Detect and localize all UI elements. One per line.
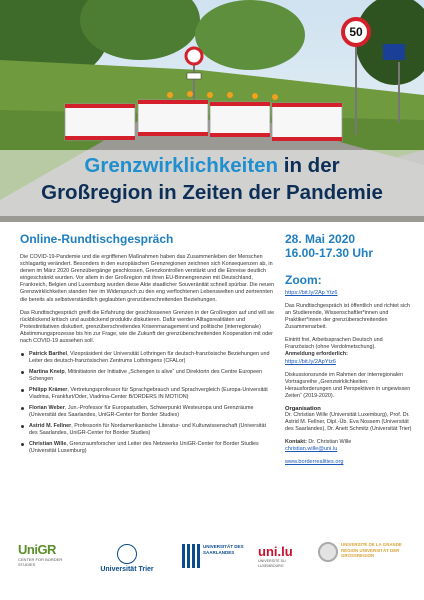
trier-seal-icon: [117, 544, 137, 564]
audience-text: Das Rundtischgespräch ist öffentlich und richtet sich an Studierende, Wissenschaftler*innen und Praktiker*innen der grenzüberschreitenden Zusammenarbeit.: [285, 303, 410, 330]
unigr-logo: [18, 542, 72, 567]
speaker-desc: , Vertretungsprofessor für Sprachgebrauch und Sprachvergleich (Europa-Universität Viadrina, Frankfurt/Oder, Viadrina-Center B/ORDERS IN MOTION): [29, 387, 268, 401]
organisation-label: Organisation: [285, 406, 321, 412]
speaker-name: Martina Kneip: [29, 369, 65, 376]
contact-line: [285, 439, 413, 446]
contact-email-link[interactable]: christian.wille@uni.lu: [285, 446, 338, 452]
grande-region-logo: [318, 542, 410, 562]
title-line2: Großregion in Zeiten der Pandemie: [41, 181, 383, 204]
grande-region-circle-icon: [318, 542, 338, 562]
partner-logos: [0, 534, 424, 600]
zoom-link[interactable]: https://bit.ly/2Ap Ytz6: [285, 290, 338, 296]
trier-logo: [92, 544, 162, 573]
speaker-item: [20, 423, 275, 437]
saar-name: UNIVERSITÄT DES SAARLANDES: [203, 544, 244, 555]
entry-info: Eintritt frei, Arbeitssprachen Deutsch und Französisch (ohne Verdolmetschung).: [285, 337, 383, 350]
registration-label: Anmeldung erforderlich:: [285, 351, 348, 357]
event-subtitle: Online-Rundtischgespräch: [20, 232, 174, 246]
unigr-sub: CENTER FOR BORDER STUDIES: [18, 557, 63, 567]
zoom-label: Zoom:: [285, 273, 322, 287]
discussion-paragraph: Das Rundtischgespräch greift die Erfahrung der geschlossenen Grenzen in der Großregion auf und will sie rückblickend kritisch und ausblickend produktiv diskutieren. Dafür werden Alltagsrealitäten und Protestinitiativen diskutiert, grenzüberschreitendes Krisenmanagement und politische (interregionale) Abstimmungsprozesse bis hin zur Frage, wie die Zukunft der grenzüberschreitenden Kooperation mit oder nach COVID-19 aussehen soll.: [20, 309, 275, 345]
speaker-desc: , Mitinitiatorin der Initiative „Schengen is alive“ und Direktorin des Centre Europeen Schengen: [29, 369, 263, 383]
unilu-mark: uni.lu: [258, 544, 293, 559]
speaker-desc: , Professorin für Nordamerikanische Literatur- und Kulturwissenschaft (Universität des Saarlandes, UniGR-Center for Border Studies): [29, 423, 266, 437]
page-title: [0, 152, 424, 206]
speed-limit-sign: 50: [341, 17, 371, 47]
speaker-name: Philipp Krämer: [29, 387, 68, 394]
registration-link[interactable]: https://bit.ly/2ApYtz6: [285, 359, 336, 365]
speaker-list: [20, 351, 275, 455]
contact-label: Kontakt:: [285, 439, 307, 445]
right-column: [285, 232, 413, 472]
event-time: 16.00-17.30 Uhr: [285, 246, 374, 260]
speaker-item: [20, 387, 275, 401]
contact-name: Dr. Christian Wille: [306, 439, 352, 445]
grande-region-name: UNIVERSITÉ DE LA GRANDE RÉGION UNIVERSITÄT DER GROSSREGION: [341, 542, 402, 559]
website-link[interactable]: www.borderrealities.org: [285, 459, 344, 465]
speaker-item: [20, 351, 275, 365]
event-date: 28. Mai 2020: [285, 232, 356, 246]
speaker-desc: , Grenzraumforscher und Leiter des Netzwerks UniGR-Center for Border Studies (Universität Luxemburg): [29, 441, 259, 455]
speaker-item: [20, 441, 275, 455]
unilu-logo: [258, 544, 306, 568]
speaker-name: Christian Wille: [29, 441, 67, 448]
speaker-item: [20, 405, 275, 419]
saar-bars-icon: [182, 544, 200, 568]
speaker-item: [20, 369, 275, 383]
left-column: [20, 232, 275, 459]
unigr-mark: UniGR: [18, 542, 56, 557]
title-accent: Grenzwirklichkeiten: [84, 154, 279, 177]
saar-logo: [182, 544, 244, 568]
organisation-text: Dr. Christian Wille (Universität Luxemburg), Prof. Dr. Astrid M. Fellner, Dipl.-Üb. Eva Nossem (Universität des Saarlandes), Dr. Anett Schmitz (Universität Trier): [285, 412, 412, 432]
series-text: Diskussionsrunde im Rahmen der interregionalen Vortragsreihe „Grenzwirklichkeiten: Herausforderungen und Perspektiven in ungewissen Zeiten“ (2019-2020).: [285, 372, 411, 399]
title-line1-rest: in der: [278, 154, 340, 177]
unilu-sub: UNIVERSITÉ DU LUXEMBOURG: [258, 559, 286, 568]
speaker-name: Patrick Barthel: [29, 351, 68, 358]
speaker-name: Florian Weber: [29, 405, 65, 412]
hero-photo: [0, 0, 424, 222]
trier-name: Universität Trier: [100, 566, 154, 573]
entry-text: [285, 337, 413, 358]
speaker-desc: , Vizepräsident der Universität Lothringen für deutsch-französische Beziehungen und Leiter des deutsch-französischen Zentrums Lothringens (CFALor): [29, 351, 270, 365]
speaker-name: Astrid M. Fellner: [29, 423, 72, 430]
speaker-desc: , Jun.-Professor für Europastudien, Schwerpunkt Westeuropa und Grenzräume (Universität des Saarlandes, UniGR-Center for Border Studies): [29, 405, 254, 419]
intro-paragraph: Die COVID-19-Pandemie und die ergriffenen Maßnahmen haben das Zusammenleben der Menschen schlagartig verändert. Besonders in den europäischen Grenzregionen zeichnen sich Konsequenzen ab, in denen im März 2020 Grenzübergänge geschlossen, Grenzkontrollen verstärkt und die Einreise deutlich eingeschränkt wurden. Vor allem in der Großregion mit ihren EU-Binnengrenzen mit Deutschland, Frankreich, Belgien und Luxemburg wurden diese Akte staatlicher Souveränität schnell spürbar. Die neuen Grenzwirklichkeiten standen hier im Widerspruch zu den eng verflochtenen Lebenswelten und zertrennten die bereits als selbstverständlich geglaubten grenzüberschreitenden Beziehungen.: [20, 254, 275, 303]
